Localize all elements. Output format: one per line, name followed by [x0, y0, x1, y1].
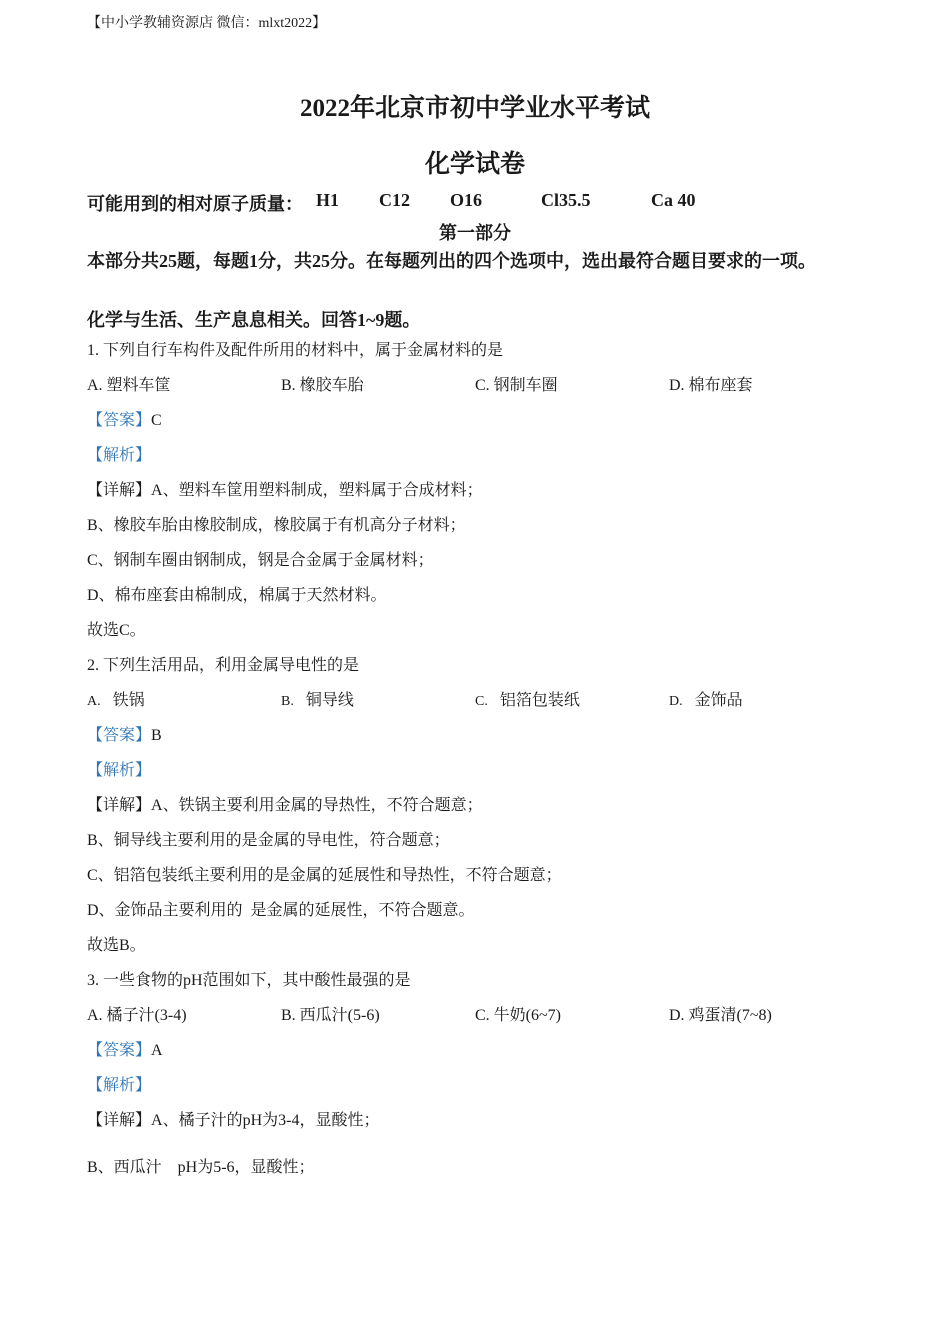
analysis-tag: 【解析】 — [87, 762, 152, 779]
conclusion-line: 故选C。 — [87, 622, 146, 639]
option-b: B. 西瓜汁(5-6) — [281, 1007, 380, 1024]
answer-tag: 【答案】 — [87, 1042, 152, 1059]
part-instructions: 本部分共25题，每题1分，共25分。在每题列出的四个选项中，选出最符合题目要求的一项。 — [87, 251, 816, 271]
answer-line — [87, 1037, 163, 1060]
answer-value: B — [151, 727, 162, 744]
option-b — [281, 687, 354, 710]
mass-item: Ca 40 — [651, 190, 696, 210]
analysis-tag: 【解析】 — [87, 1077, 152, 1094]
option-letter: C. — [475, 694, 488, 709]
mass-item: C12 — [379, 190, 410, 210]
page-subtitle: 化学试卷 — [424, 151, 525, 178]
detail-line: C、铝箔包装纸主要利用的是金属的延展性和导热性，不符合题意； — [87, 867, 562, 884]
option-a: A. 橘子汁(3-4) — [87, 1007, 187, 1024]
page-title: 2022年北京市初中学业水平考试 — [299, 95, 650, 122]
answer-value: C — [151, 412, 162, 429]
detail-tag: 【详解】 — [87, 1112, 152, 1129]
answer-tag: 【答案】 — [87, 412, 152, 429]
mass-item: H1 — [316, 190, 340, 210]
mass-item: Cl35.5 — [541, 190, 591, 210]
analysis-tag: 【解析】 — [87, 447, 152, 464]
detail-line: C、钢制车圈由钢制成，钢是合金属于金属材料； — [87, 552, 434, 569]
answer-tag: 【答案】 — [87, 727, 152, 744]
part-title: 第一部分 — [439, 223, 511, 243]
option-letter: B. — [281, 694, 294, 709]
option-a: A. 塑料车筐 — [87, 377, 171, 394]
detail-line: D、金饰品主要利用的 是金属的延展性，不符合题意。 — [87, 902, 475, 919]
option-text: 铁锅 — [112, 692, 145, 709]
answer-value: A — [151, 1042, 163, 1059]
option-text: 金饰品 — [694, 692, 743, 709]
answer-line — [87, 722, 162, 745]
detail-line — [87, 792, 483, 815]
masses-label: 可能用到的相对原子质量： — [87, 194, 303, 214]
option-c: C. 牛奶(6~7) — [475, 1007, 561, 1024]
detail-line — [87, 477, 483, 500]
mass-item: O16 — [450, 190, 483, 210]
question-stem: 2. 下列生活用品，利用金属导电性的是 — [87, 657, 360, 674]
conclusion-line: 故选B。 — [87, 937, 146, 954]
option-letter: A. — [87, 694, 101, 709]
answer-line — [87, 407, 162, 430]
detail-line — [87, 1107, 379, 1130]
option-d: D. 棉布座套 — [669, 377, 753, 394]
detail-line: D、棉布座套由棉制成，棉属于天然材料。 — [87, 587, 387, 604]
option-d: D. 鸡蛋清(7~8) — [669, 1007, 772, 1024]
option-c: C. 钢制车圈 — [475, 377, 558, 394]
detail-line: B、西瓜汁 pH为5-6，显酸性； — [87, 1159, 315, 1176]
option-a — [87, 687, 145, 710]
detail-text: A、塑料车筐用塑料制成，塑料属于合成材料； — [151, 482, 483, 499]
question-stem: 1. 下列自行车构件及配件所用的材料中，属于金属材料的是 — [87, 342, 504, 359]
option-letter: D. — [669, 694, 683, 709]
detail-tag: 【详解】 — [87, 797, 152, 814]
detail-line: B、铜导线主要利用的是金属的导电性，符合题意； — [87, 832, 450, 849]
section-intro: 化学与生活、生产息息相关。回答1~9题。 — [87, 310, 421, 330]
option-b: B. 橡胶车胎 — [281, 377, 364, 394]
question-stem: 3. 一些食物的pH范围如下，其中酸性最强的是 — [87, 972, 411, 989]
detail-text: A、铁锅主要利用金属的导热性，不符合题意； — [151, 797, 483, 814]
detail-line: B、橡胶车胎由橡胶制成，橡胶属于有机高分子材料； — [87, 517, 466, 534]
header-note: 【中小学教辅资源店 微信：mlxt2022】 — [87, 16, 327, 31]
detail-text: A、橘子汁的pH为3-4，显酸性； — [151, 1112, 380, 1129]
option-text: 铜导线 — [305, 692, 354, 709]
option-text: 铝箔包装纸 — [499, 692, 580, 709]
option-c — [475, 687, 580, 710]
option-d — [669, 687, 743, 710]
detail-tag: 【详解】 — [87, 482, 152, 499]
